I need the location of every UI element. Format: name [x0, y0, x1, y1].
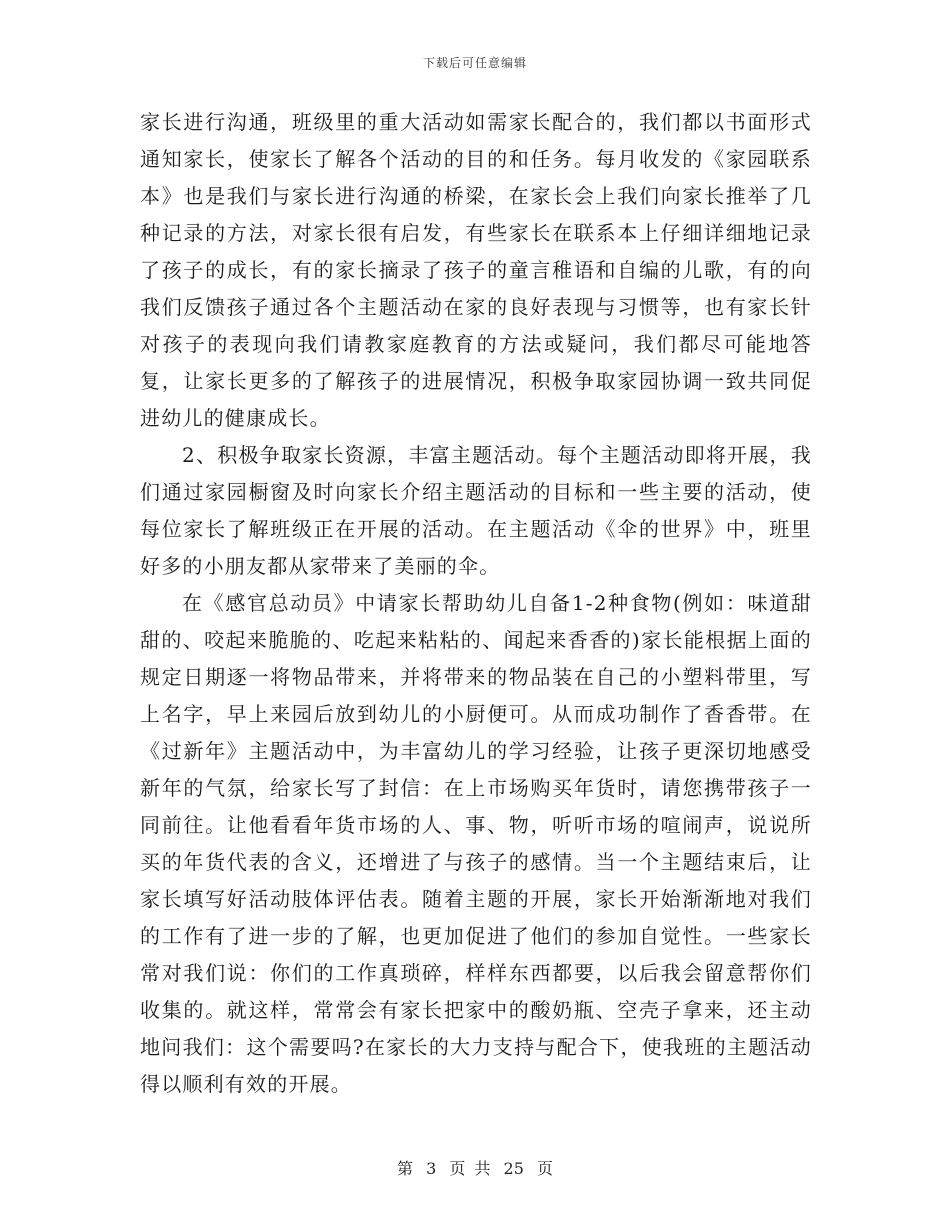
paragraph-senses-activity: 在《感官总动员》中请家长帮助幼儿自备1-2种食物(例如：味道甜甜的、咬起来脆脆的、吃起来粘粘的、闻起来香香的)家长能根据上面的规定日期逐一将物品带来，并将带来的物品装在自己的小塑料带里，写上名字，早上来园后放到幼儿的小厨便可。从而成功制作了香香带。在《过新年》主题活动中，为丰富幼儿的学习经验，让孩子更深切地感受新年的气氛，给家长写了封信：在上市场购买年货时，请您携带孩子一同前往。让他看看年货市场的人、事、物，听听市场的喧闹声，说说所买的年货代表的含义，还增进了与孩子的感情。当一个主题结束后，让家长填写好活动肢体评估表。随着主题的开展，家长开始渐渐地对我们的工作有了进一步的了解，也更加促进了他们的参加自觉性。一些家长常对我们说：你们的工作真琐碎，样样东西都要，以后我会留意帮你们收集的。就这样，常常会有家长把家中的酸奶瓶、空壳子拿来，还主动地问我们：这个需要吗?在家长的大力支持与配合下，使我班的主题活动得以顺利有效的开展。: [140, 591, 812, 1096]
paragraph-continuation: 家长进行沟通，班级里的重大活动如需家长配合的，我们都以书面形式通知家长，使家长了解各个活动的目的和任务。每月收发的《家园联系本》也是我们与家长进行沟通的桥梁，在家长会上我们向家长推举了几种记录的方法，对家长很有启发，有些家长在联系本上仔细详细地记录了孩子的成长，有的家长摘录了孩子的童言稚语和自编的儿歌，有的向我们反馈孩子通过各个主题活动在家的良好表现与习惯等，也有家长针对孩子的表现向我们请教家庭教育的方法或疑问，我们都尽可能地答复，让家长更多的了解孩子的进展情况，积极争取家园协调一致共同促进幼儿的健康成长。: [140, 110, 812, 430]
paragraph-parent-resources: 2、积极争取家长资源，丰富主题活动。每个主题活动即将开展，我们通过家园橱窗及时向家长介绍主题活动的目标和一些主要的活动，使每位家长了解班级正在开展的活动。在主题活动《伞的世界》中，班里好多的小朋友都从家带来了美丽的伞。: [140, 443, 812, 578]
document-body: [140, 104, 812, 1103]
page-total: 25: [503, 1159, 524, 1178]
header-note: 下载后可任意编辑: [422, 56, 527, 70]
page-label-suffix: 页: [537, 1159, 554, 1178]
page-label-prefix: 第: [396, 1159, 413, 1178]
page-label-mid: 页 共: [449, 1159, 491, 1178]
page-current: 3: [426, 1159, 437, 1178]
page-footer: [0, 1156, 950, 1179]
